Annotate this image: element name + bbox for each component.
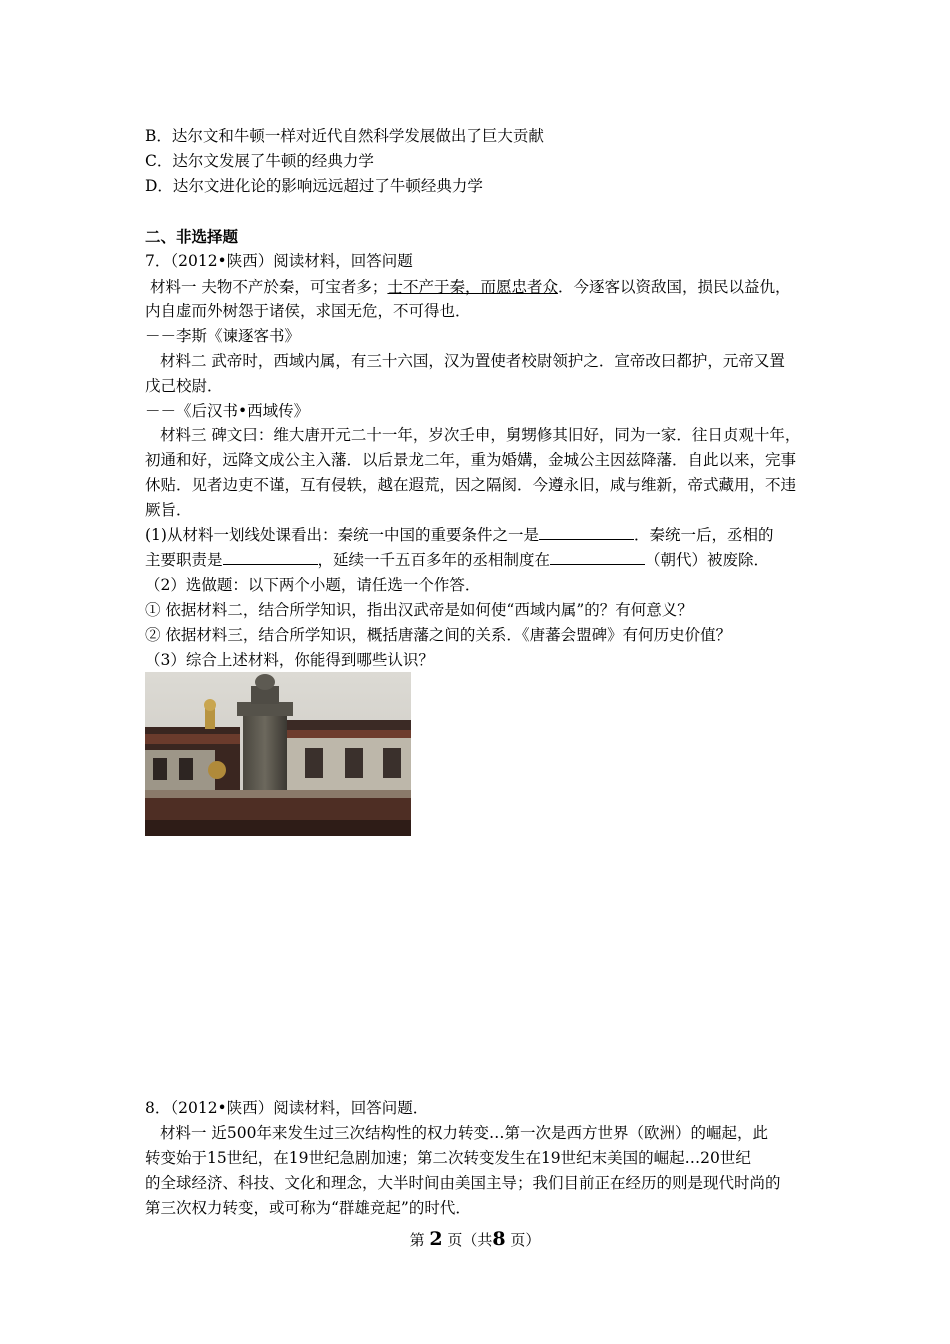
- section-title: 二、非选择题: [145, 227, 239, 246]
- q8-header: 8．（2012•陕西）阅读材料，回答问题．: [145, 1099, 429, 1117]
- page-footer: [0, 1228, 950, 1250]
- q7-material3-line1: 材料三 碑文曰：维大唐开元二十一年，岁次壬申，舅甥修其旧好，同为一家．往日贞观十年，: [160, 426, 801, 444]
- q8-material1-line4: 第三次权力转变，或可称为“群雄竞起”的时代．: [145, 1199, 471, 1217]
- q7-sub1-text-e: （朝代）被废除．: [645, 551, 770, 569]
- q7-material2-line2: 戊己校尉．: [145, 377, 223, 395]
- q7-sub1-text-d: ，延续一千五百多年的丞相制度在: [317, 551, 551, 569]
- q7-sub3: （3）综合上述材料，你能得到哪些认识？: [145, 651, 434, 669]
- q7-material3-line3: 休贴．见者边吏不谨，互有侵轶，越在遐荒，因之隔阂．今遵永旧，咸与维新，帝式藏用，不违: [145, 476, 797, 494]
- q7-sub2-option1: ① 依据材料二，结合所学知识，指出汉武帝是如何使“西域内属”的？有何意义？: [145, 601, 693, 619]
- footer-total-pages: 8: [492, 1228, 506, 1250]
- option-b: B．达尔文和牛顿一样对近代自然科学发展做出了巨大贡献: [145, 127, 544, 145]
- q8-material1-line2: 转变始于15世纪，在19世纪急剧加速；第二次转变发生在19世纪末美国的崛起…20世纪: [145, 1149, 751, 1167]
- q8-material1-line1: 材料一 近500年来发生过三次结构性的权力转变…第一次是西方世界（欧洲）的崛起，此: [160, 1124, 769, 1142]
- q7-sub1-text-c: 主要职责是: [145, 551, 223, 569]
- q7-sub1-text-a: (1)从材料一划线处课看出：秦统一中国的重要条件之一是: [145, 526, 539, 544]
- q7-sub2: （2）选做题：以下两个小题，请任选一个作答．: [145, 576, 481, 594]
- q7-material3-line4: 厥旨．: [145, 501, 192, 519]
- q8-material1-line3: 的全球经济、科技、文化和理念，大半时间由美国主导；我们目前正在经历的则是现代时尚的: [145, 1174, 781, 1192]
- q7-material1-line2: 内自虚而外树怨于诸侯，求国无危，不可得也．: [145, 302, 471, 320]
- q7-material3-line2: 初通和好，远降文成公主入藩．以后景龙二年，重为婚媾，金城公主因兹降藩．自此以来，完事: [145, 451, 797, 469]
- option-d: D．达尔文进化论的影响远远超过了牛顿经典力学: [145, 177, 483, 195]
- q7-material1-source: －－李斯《谏逐客书》: [145, 327, 301, 345]
- q7-sub1-line1: [145, 525, 820, 545]
- q7-material1-underlined: 士不产于秦，而愿忠者众: [387, 278, 558, 296]
- q7-sub1-text-b: ．秦统一后，丞相的: [633, 526, 774, 544]
- q7-material2-line1: 材料二 武帝时，西域内属，有三十六国，汉为置使者校尉领护之．宣帝改曰都护，元帝又置: [160, 352, 785, 370]
- q7-sub1-line2: [145, 550, 820, 570]
- answer-blank-2[interactable]: [223, 550, 318, 565]
- footer-middle: 页（共: [447, 1231, 493, 1249]
- q7-sub2-option2: ② 依据材料三，结合所学知识，概括唐藩之间的关系．《唐蕃会盟碑》有何历史价值？: [145, 626, 732, 644]
- answer-blank-3[interactable]: [550, 550, 645, 565]
- q7-material1-text-b: ．今逐客以资敌国，损民以益仇，: [557, 278, 791, 296]
- q7-header: 7．（2012•陕西）阅读材料，回答问题: [145, 252, 413, 270]
- option-c: C．达尔文发展了牛顿的经典力学: [145, 152, 374, 170]
- answer-blank-1[interactable]: [539, 525, 634, 540]
- footer-prefix: 第: [409, 1231, 425, 1249]
- q7-material1-text-a: 材料一 夫物不产於秦，可宝者多；: [150, 278, 388, 296]
- footer-page-number: 2: [429, 1228, 443, 1250]
- footer-suffix: 页）: [510, 1231, 541, 1249]
- q7-material1-line1: [150, 277, 820, 297]
- q7-material2-source: －－《后汉书•西域传》: [145, 402, 310, 420]
- tang-tibet-alliance-stele-photo: [145, 672, 411, 836]
